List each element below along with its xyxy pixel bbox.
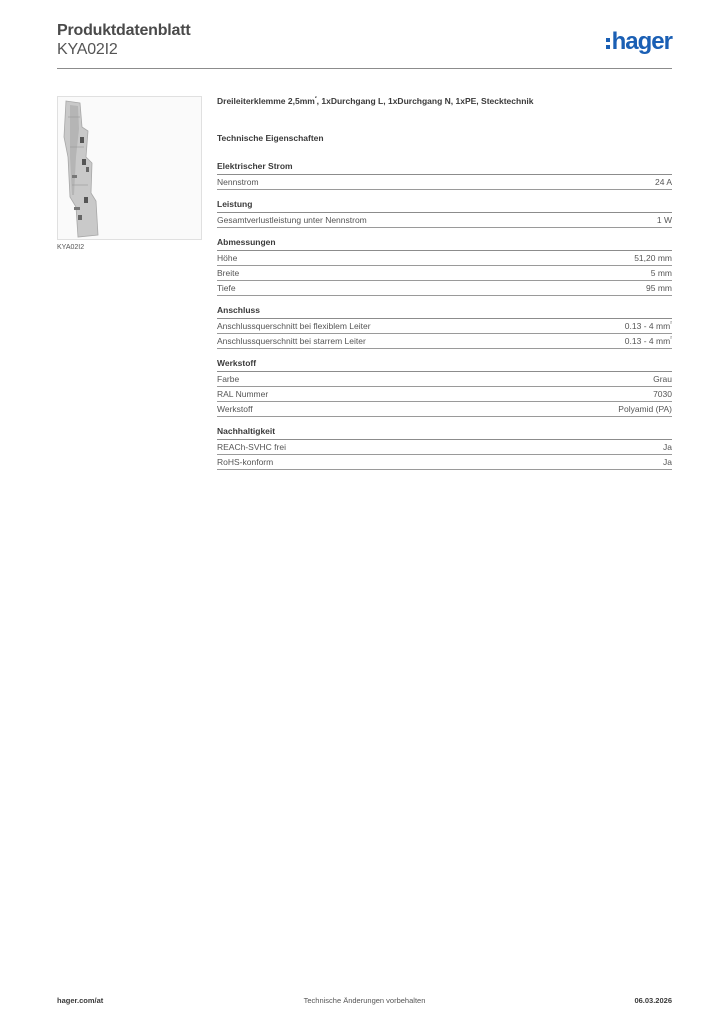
product-title-sup: ² <box>314 96 317 103</box>
property-value-text: 51,20 mm <box>634 253 672 263</box>
property-value <box>646 281 672 295</box>
property-label: Höhe <box>217 253 238 263</box>
image-caption: KYA02I2 <box>57 244 85 251</box>
property-value-sup: ² <box>670 336 672 342</box>
footer-date: 06.03.2026 <box>634 996 672 1005</box>
group-title: Anschluss <box>217 305 672 319</box>
property-group <box>217 161 672 190</box>
property-label: Nennstrom <box>217 177 259 187</box>
property-row <box>217 281 672 296</box>
property-value-text: 0.13 - 4 mm <box>624 336 671 346</box>
property-value <box>651 266 672 280</box>
property-row <box>217 372 672 387</box>
property-value-text: 95 mm <box>646 283 672 293</box>
property-row <box>217 213 672 228</box>
logo-dots-icon <box>606 38 610 49</box>
property-value <box>653 387 672 401</box>
property-label: RoHS-konform <box>217 457 274 467</box>
group-title: Elektrischer Strom <box>217 161 672 175</box>
property-value-text: 5 mm <box>650 268 672 278</box>
property-label: REACh-SVHC frei <box>217 442 286 452</box>
property-group <box>217 199 672 228</box>
property-value <box>618 402 672 416</box>
property-label: Anschlussquerschnitt bei starrem Leiter <box>217 336 366 346</box>
property-value-text: Ja <box>663 457 672 467</box>
hager-logo <box>606 28 672 56</box>
property-label: Werkstoff <box>217 404 253 414</box>
product-details <box>217 96 672 479</box>
property-row <box>217 402 672 417</box>
property-label: RAL Nummer <box>217 389 269 399</box>
property-value <box>655 175 672 189</box>
product-title-main: Dreileiterklemme 2,5mm <box>217 96 315 106</box>
property-value-text: 0.13 - 4 mm <box>624 321 671 331</box>
property-label: Tiefe <box>217 283 236 293</box>
property-value <box>634 251 672 265</box>
property-group <box>217 237 672 296</box>
property-label: Farbe <box>217 374 240 384</box>
product-image <box>57 96 202 240</box>
property-row <box>217 175 672 190</box>
terminal-block-picture <box>58 97 201 239</box>
property-row <box>217 266 672 281</box>
logo-text: hager <box>611 28 672 55</box>
property-row <box>217 440 672 455</box>
group-title: Nachhaltigkeit <box>217 426 672 440</box>
page-header <box>57 20 672 69</box>
property-value-sup: ² <box>670 321 672 327</box>
property-value <box>625 334 672 348</box>
property-groups <box>217 161 672 470</box>
property-label: Breite <box>217 268 240 278</box>
product-title <box>217 96 672 106</box>
property-row <box>217 334 672 349</box>
group-title: Abmessungen <box>217 237 672 251</box>
property-value-text: Grau <box>653 374 672 384</box>
group-title: Werkstoff <box>217 358 672 372</box>
document-title: Produktdatenblatt <box>57 22 191 39</box>
property-group <box>217 426 672 470</box>
product-code: KYA02I2 <box>57 41 118 58</box>
property-row <box>217 387 672 402</box>
property-row <box>217 319 672 334</box>
product-title-rest: , 1xDurchgang L, 1xDurchgang N, 1xPE, Stecktechnik <box>316 96 534 106</box>
section-title: Technische Eigenschaften <box>217 133 324 143</box>
property-row <box>217 251 672 266</box>
property-value-text: 24 A <box>654 177 672 187</box>
footer-website: hager.com/at <box>57 996 104 1005</box>
property-value <box>657 213 672 227</box>
property-value-text: Polyamid (PA) <box>618 404 672 414</box>
property-value-text: 7030 <box>653 389 672 399</box>
group-title: Leistung <box>217 199 672 213</box>
property-row <box>217 455 672 470</box>
property-value <box>663 455 672 469</box>
property-value-text: Ja <box>663 442 672 452</box>
property-group <box>217 358 672 417</box>
property-label: Gesamtverlustleistung unter Nennstrom <box>217 215 367 225</box>
property-value <box>625 319 672 333</box>
property-value-text: 1 W <box>656 215 672 225</box>
footer-disclaimer: Technische Änderungen vorbehalten <box>303 996 426 1005</box>
property-value <box>663 440 672 454</box>
property-group <box>217 305 672 349</box>
property-value <box>653 372 672 386</box>
page-footer <box>57 996 672 1008</box>
property-label: Anschlussquerschnitt bei flexiblem Leiter <box>217 321 371 331</box>
